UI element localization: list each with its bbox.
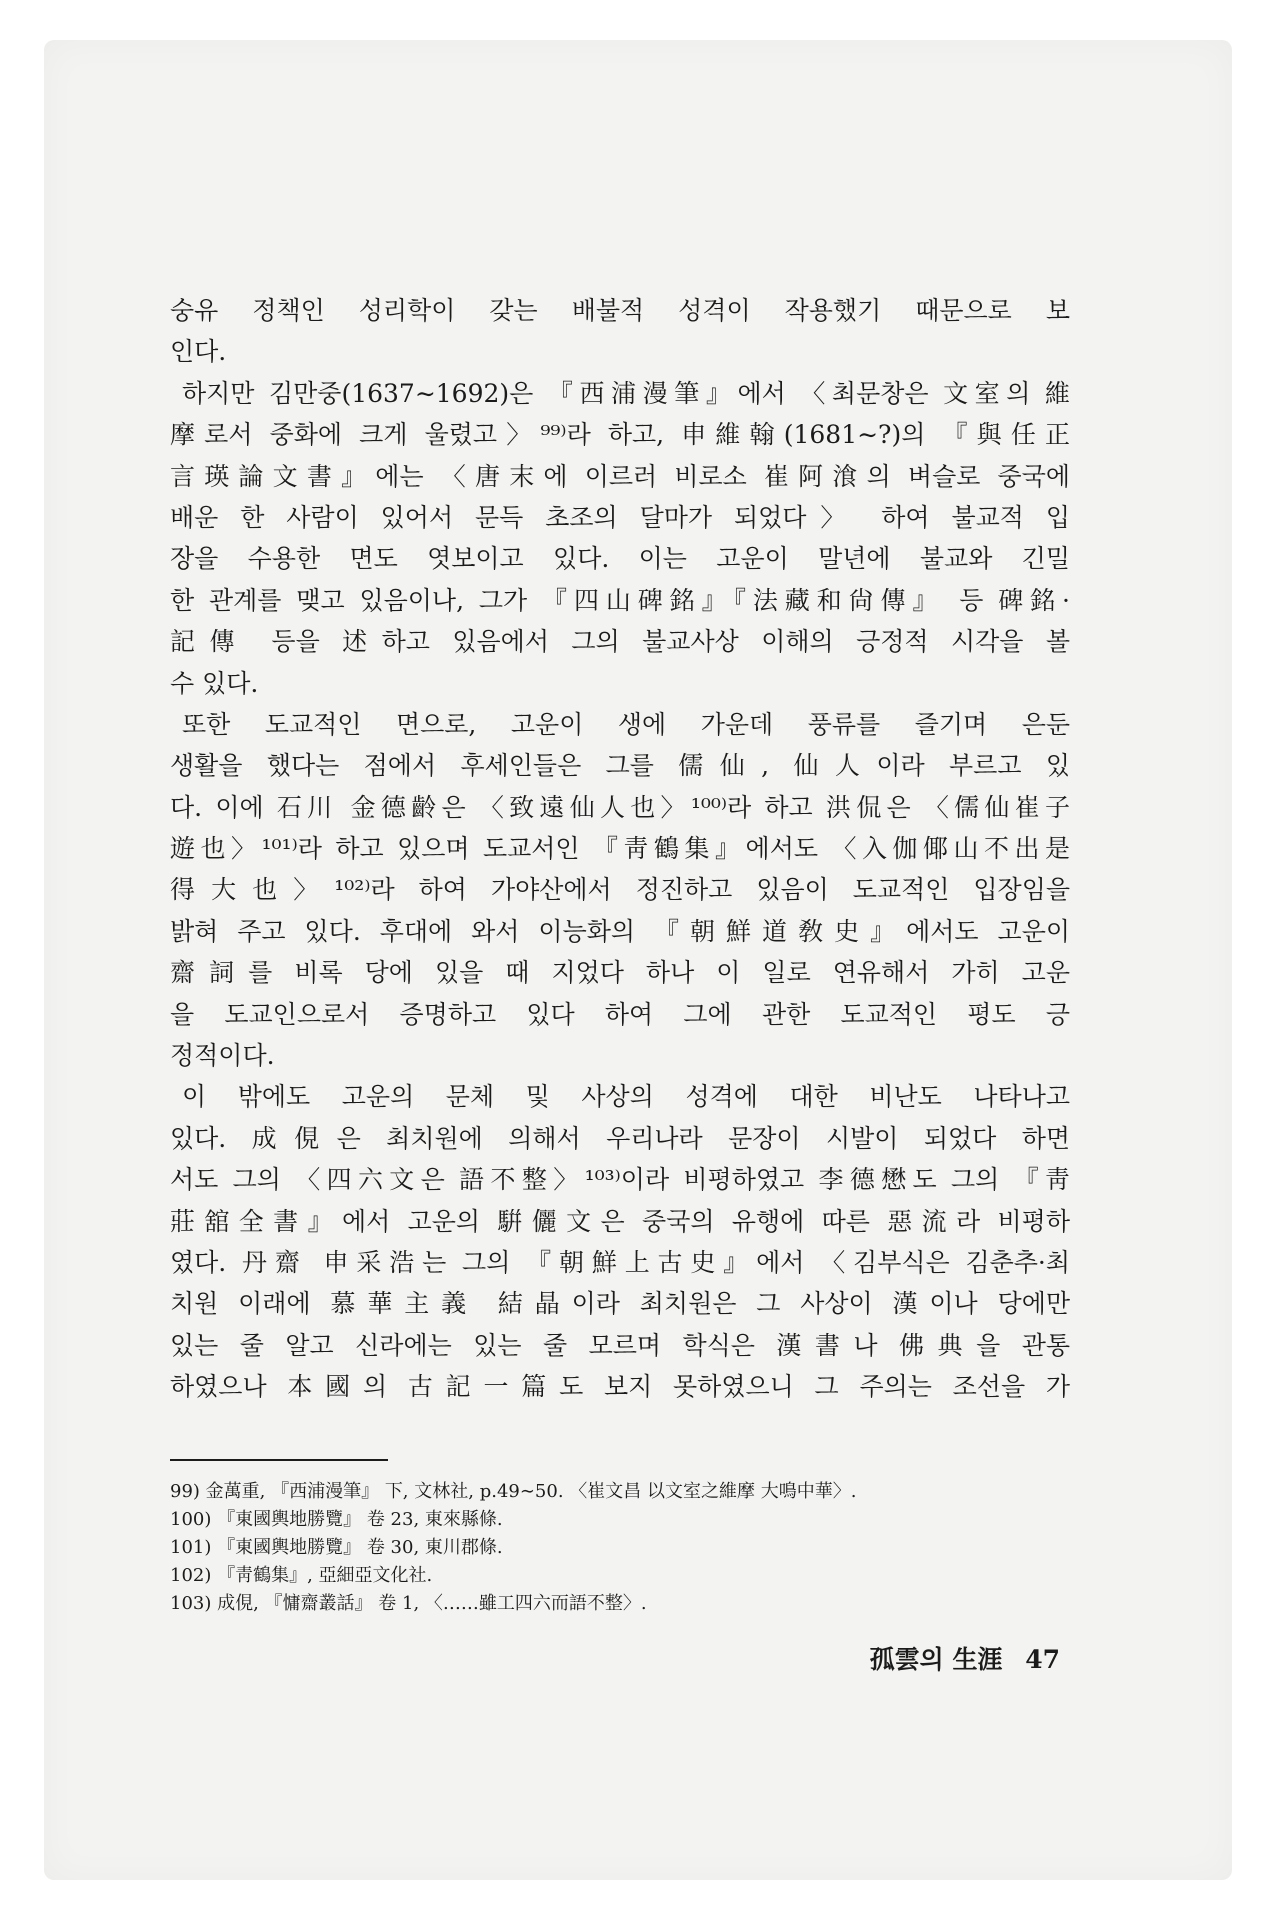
body-line: 記傳 등을 述하고 있음에서 그의 불교사상 이해의 긍정적 시각을 볼 (170, 627, 1070, 657)
body-line: 정적이다. (170, 1041, 275, 1071)
footnote: 99) 金萬重, 『西浦漫筆』 下, 文林社, p.49∼50. 〈崔文昌 以文室之維摩 大鳴中華〉. (170, 1481, 857, 1502)
body-line: 수 있다. (170, 668, 259, 698)
body-line: 言瑛論文書』에는 〈唐末에 이르러 비로소 崔阿湌의 벼슬로 중국에 (170, 461, 1070, 491)
body-line: 한 관계를 맺고 있음이나, 그가 『四山碑銘』『法藏和尙傳』 등 碑銘· (170, 585, 1070, 615)
body-line: 하지만 김만중(1637∼1692)은 『西浦漫筆』에서 〈최문창은 文室의 維 (182, 378, 1070, 408)
body-line: 을 도교인으로서 증명하고 있다 하여 그에 관한 도교적인 평도 긍 (170, 999, 1070, 1029)
body-line: 밝혀 주고 있다. 후대에 와서 이능화의 『朝鮮道敎史』에서도 고운이 (170, 916, 1070, 946)
body-line: 得大也〉¹⁰²⁾라 하여 가야산에서 정진하고 있음이 도교적인 입장임을 (170, 875, 1070, 905)
body-line: 하였으나 本國의 古記一篇도 보지 못하였으니 그 주의는 조선을 가 (170, 1372, 1070, 1402)
body-line: 숭유 정책인 성리학이 갖는 배불적 성격이 작용했기 때문으로 보 (170, 296, 1070, 325)
footnotes (170, 1478, 1070, 1618)
footnote: 100) 『東國輿地勝覽』 卷 23, 東來縣條. (170, 1509, 503, 1530)
body-line: 摩로서 중화에 크게 울렸고〉⁹⁹⁾라 하고, 申維翰(1681∼?)의 『與任正 (170, 420, 1070, 450)
page-number: 47 (1025, 1645, 1060, 1674)
body-text (170, 290, 1070, 1408)
body-line: 였다. 丹齋 申采浩는 그의 『朝鮮上古史』에서 〈김부식은 김춘추·최 (170, 1247, 1070, 1277)
body-line: 생활을 했다는 점에서 후세인들은 그를 儒仙, 仙人이라 부르고 있 (170, 751, 1070, 781)
footnote: 102) 『靑鶴集』, 亞細亞文化社. (170, 1565, 433, 1586)
body-line: 이 밖에도 고운의 문체 및 사상의 성격에 대한 비난도 나타나고 (182, 1082, 1070, 1112)
page-footer (760, 1640, 1060, 1676)
body-line: 인다. (170, 337, 227, 367)
body-line: 장을 수용한 면도 엿보이고 있다. 이는 고운이 말년에 불교와 긴밀 (170, 544, 1070, 574)
footnote: 101) 『東國輿地勝覽』 卷 30, 東川郡條. (170, 1537, 503, 1558)
body-line: 있는 줄 알고 신라에는 있는 줄 모르며 학식은 漢書나 佛典을 관통 (170, 1330, 1070, 1360)
footnote-divider (170, 1459, 388, 1461)
body-line: 遊也〉¹⁰¹⁾라 하고 있으며 도교서인 『靑鶴集』에서도 〈入伽倻山不出是 (170, 834, 1070, 864)
body-line: 齋詞를 비록 당에 있을 때 지었다 하나 이 일로 연유해서 가히 고운 (170, 958, 1070, 988)
footnote: 103) 成俔, 『慵齋叢話』 卷 1, 〈……雖工四六而語不整〉. (170, 1593, 647, 1614)
body-line: 서도 그의 〈四六文은 語不整〉¹⁰³⁾이라 비평하였고 李德懋도 그의 『靑 (170, 1165, 1070, 1195)
body-line: 있다. 成俔은 최치원에 의해서 우리나라 문장이 시발이 되었다 하면 (170, 1123, 1070, 1153)
body-line: 다. 이에 石川 金德齡은 〈致遠仙人也〉¹⁰⁰⁾라 하고 洪侃은 〈儒仙崔子 (170, 792, 1070, 822)
body-line: 또한 도교적인 면으로, 고운이 생에 가운데 풍류를 즐기며 은둔 (182, 709, 1070, 739)
running-title: 孤雲의 生涯 (869, 1645, 1003, 1674)
body-line: 莊舘全書』에서 고운의 騈儷文은 중국의 유행에 따른 惡流라 비평하 (170, 1206, 1070, 1236)
body-line: 배운 한 사람이 있어서 문득 초조의 달마가 되었다〉 하여 불교적 입 (170, 502, 1070, 532)
body-line: 치원 이래에 慕華主義 結晶이라 최치원은 그 사상이 漢이나 당에만 (170, 1289, 1070, 1319)
